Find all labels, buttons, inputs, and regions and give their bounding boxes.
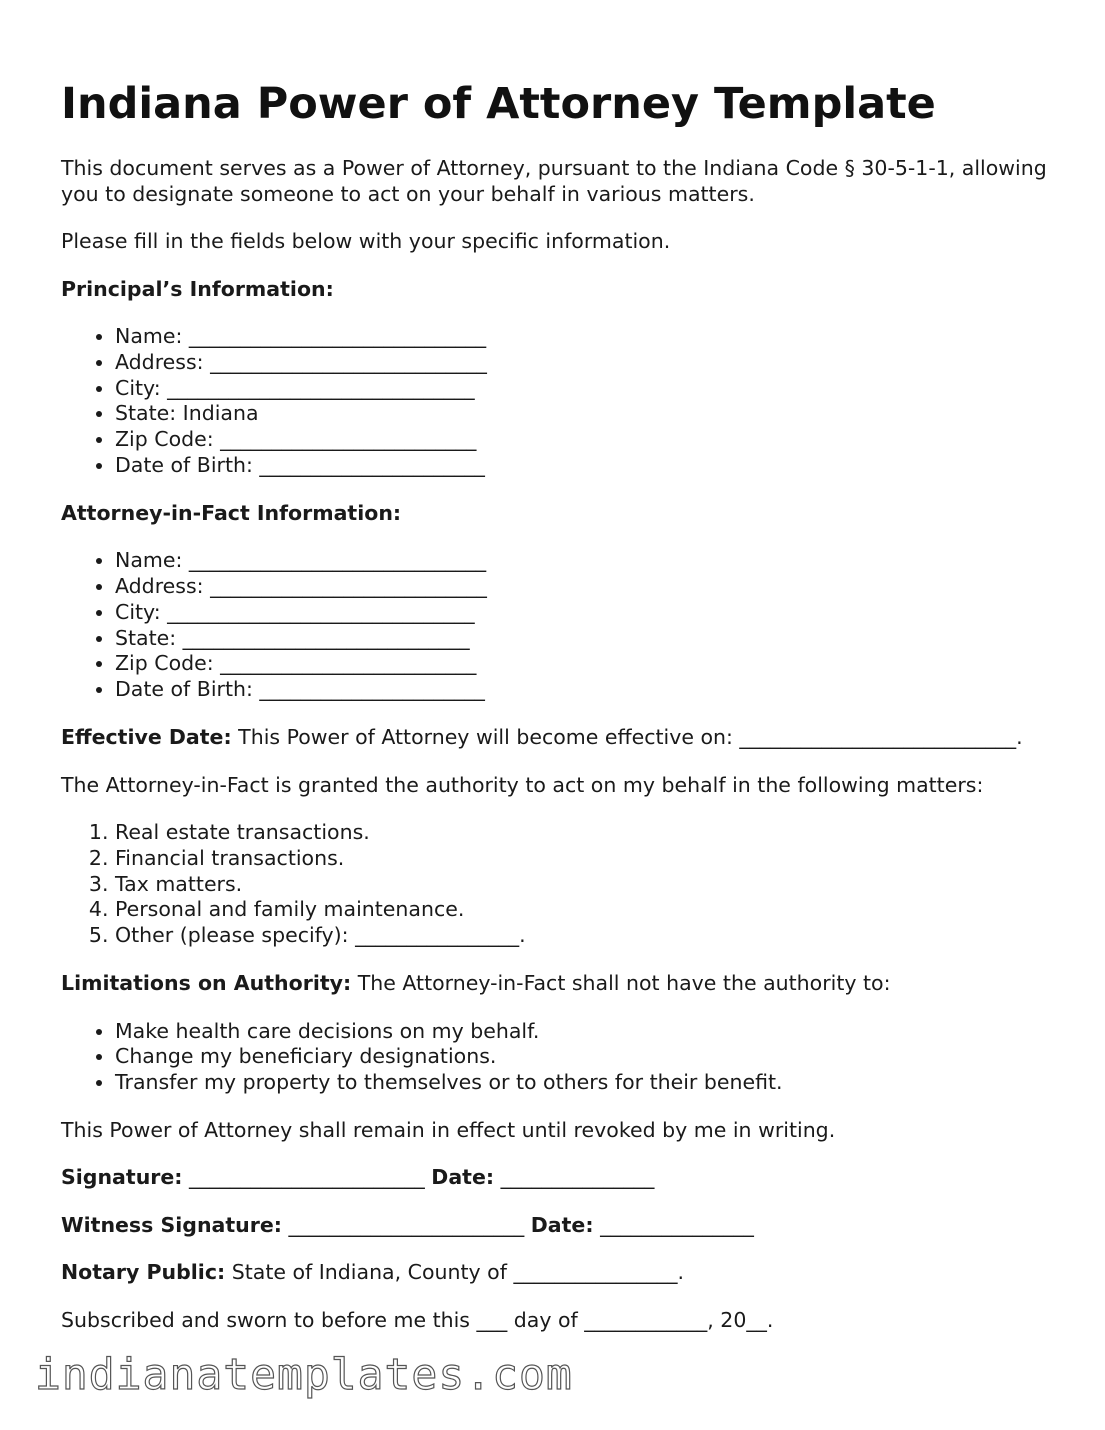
signature-label: Signature:	[61, 1165, 183, 1190]
sworn-line: Subscribed and sworn to before me this ___ day of ____________, 20__.	[61, 1307, 774, 1332]
attorney-fields-list	[61, 548, 1071, 703]
witness-date-label: Date:	[530, 1212, 594, 1237]
limitations-label: Limitations on Authority:	[61, 971, 352, 996]
witness-line	[61, 1213, 1071, 1239]
witness-blank: _______________________	[281, 1212, 531, 1237]
signature-line	[61, 1165, 1071, 1191]
principal-name-field: • Name: _____________________________	[115, 324, 1071, 350]
intro-paragraph: This document serves as a Power of Attorney, pursuant to the Indiana Code § 30-5-1-1, allowing you to designate someone to act on your behalf in various matters.	[61, 156, 1047, 206]
limitation-item: • Make health care decisions on my behalf.	[115, 1019, 1071, 1045]
notary-text: State of Indiana, County of ________________.	[225, 1260, 684, 1285]
witness-label: Witness Signature:	[61, 1212, 282, 1237]
principal-state-field: • State: Indiana	[115, 401, 1071, 427]
principal-heading: Principal’s Information:	[61, 276, 334, 301]
principal-dob-field: • Date of Birth: ______________________	[115, 453, 1071, 479]
attorney-city-field: • City: ______________________________	[115, 600, 1071, 626]
authority-item: 1. Real estate transactions.	[115, 820, 1071, 846]
notary-label: Notary Public:	[61, 1260, 226, 1285]
witness-date-blank: _______________	[593, 1212, 754, 1237]
notary-line	[61, 1260, 1071, 1286]
authority-list	[61, 820, 1071, 949]
authority-item: 2. Financial transactions.	[115, 846, 1071, 872]
effective-date-paragraph	[61, 725, 1071, 751]
limitations-paragraph	[61, 971, 1071, 997]
attorney-dob-field: • Date of Birth: ______________________	[115, 677, 1071, 703]
limitation-item: • Transfer my property to themselves or to others for their benefit.	[115, 1070, 1071, 1096]
signature-blank: _______________________	[182, 1165, 432, 1190]
attorney-address-field: • Address: ___________________________	[115, 574, 1071, 600]
document-page	[61, 78, 1071, 1355]
limitations-list	[61, 1019, 1071, 1096]
effective-date-text: This Power of Attorney will become effective on: ___________________________.	[231, 725, 1023, 750]
watermark: indianatemplates.com	[35, 1350, 573, 1400]
authority-item: 4. Personal and family maintenance.	[115, 897, 1071, 923]
principal-zip-field: • Zip Code: _________________________	[115, 427, 1071, 453]
authority-item: 5. Other (please specify): ________________.	[115, 923, 1071, 949]
attorney-name-field: • Name: _____________________________	[115, 548, 1071, 574]
principal-address-field: • Address: ___________________________	[115, 350, 1071, 376]
attorney-heading: Attorney-in-Fact Information:	[61, 500, 402, 525]
limitation-item: • Change my beneficiary designations.	[115, 1044, 1071, 1070]
attorney-state-field: • State: ____________________________	[115, 626, 1071, 652]
signature-date-blank: _______________	[494, 1165, 655, 1190]
signature-date-label: Date:	[431, 1165, 495, 1190]
authority-item: 3. Tax matters.	[115, 872, 1071, 898]
instructions-paragraph: Please fill in the fields below with your specific information.	[61, 229, 671, 253]
page-title: Indiana Power of Attorney Template	[61, 79, 936, 129]
principal-city-field: • City: ______________________________	[115, 376, 1071, 402]
duration-paragraph: This Power of Attorney shall remain in effect until revoked by me in writing.	[61, 1117, 836, 1142]
attorney-zip-field: • Zip Code: _________________________	[115, 651, 1071, 677]
effective-date-label: Effective Date:	[61, 725, 232, 750]
principal-fields-list	[61, 324, 1071, 479]
limitations-text: The Attorney-in-Fact shall not have the authority to:	[351, 971, 891, 996]
authority-intro: The Attorney-in-Fact is granted the authority to act on my behalf in the following matters:	[61, 772, 984, 797]
